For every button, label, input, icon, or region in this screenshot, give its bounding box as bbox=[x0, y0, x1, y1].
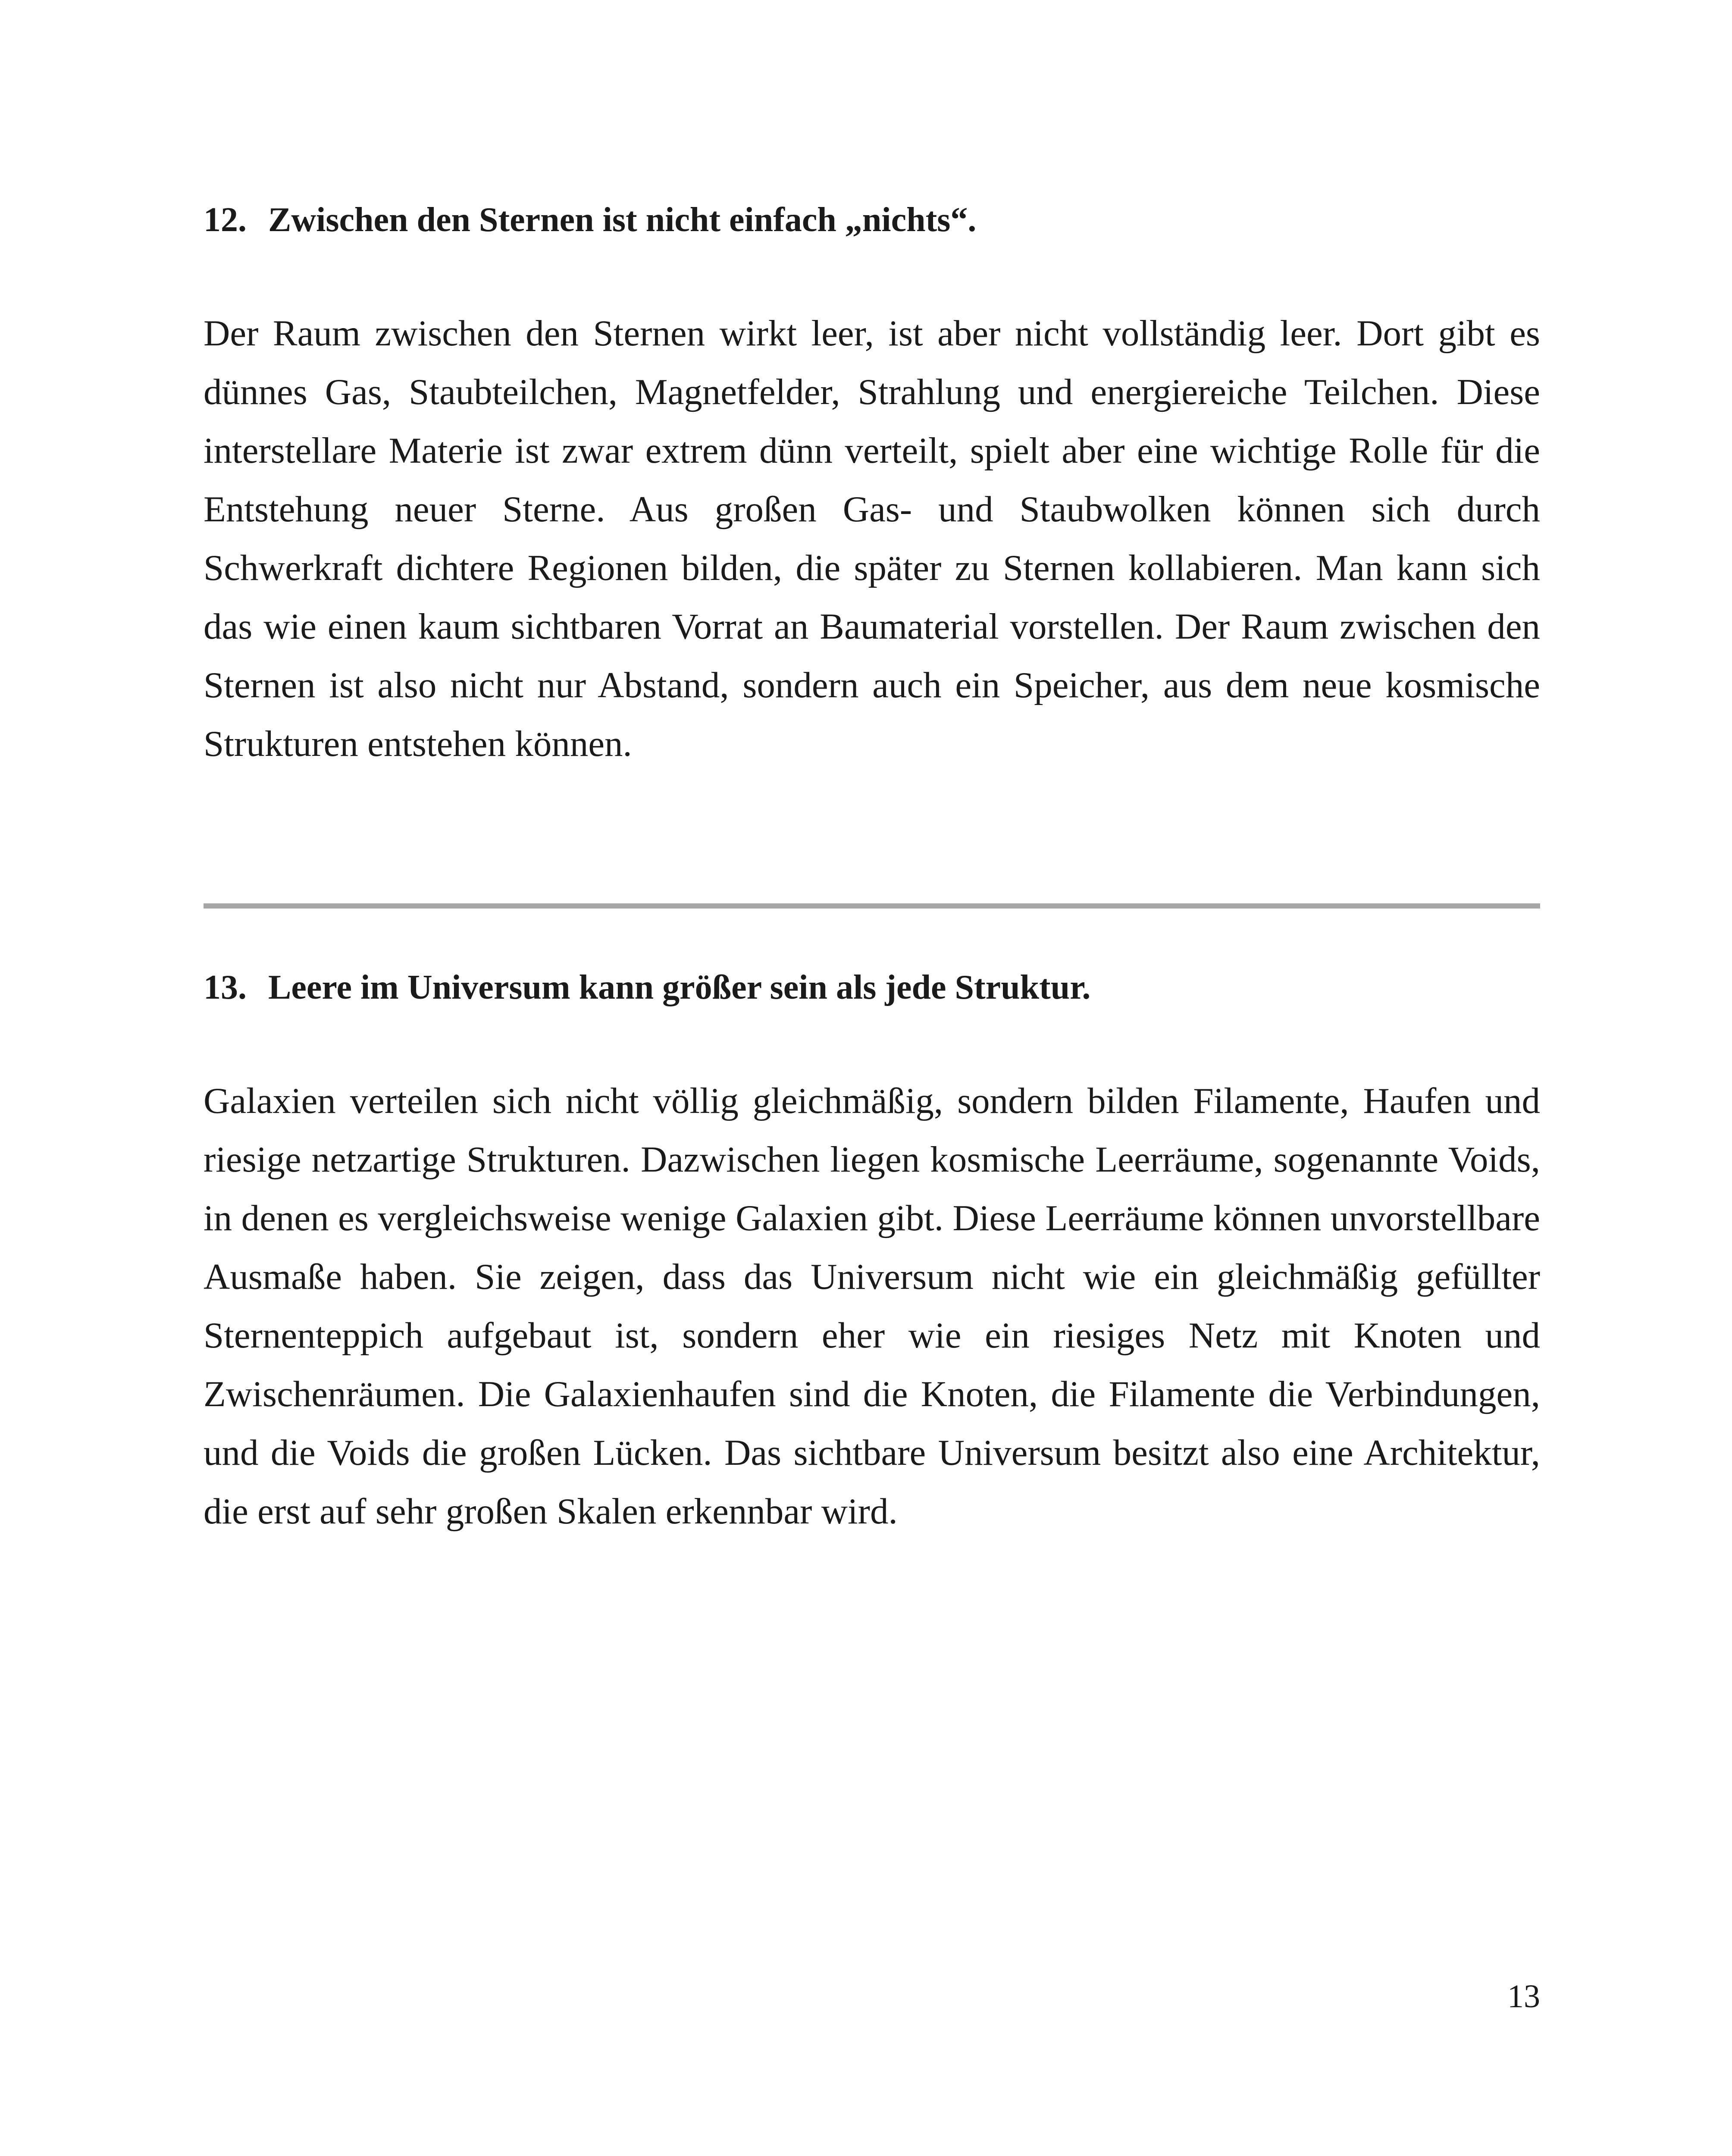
section-title: Zwischen den Sternen ist nicht einfach „nichts“. bbox=[268, 201, 977, 239]
section-title: Leere im Universum kann größer sein als jede Struktur. bbox=[268, 968, 1091, 1006]
section-13 bbox=[204, 964, 1540, 1541]
page-number: 13 bbox=[1507, 1978, 1540, 2015]
section-paragraph: Der Raum zwischen den Sternen wirkt leer, ist aber nicht vollständig leer. Dort gibt es dünnes Gas, Staubteilchen, Magnetfelder, Strahlung und energiereiche Teilchen. Diese interstellare Materie ist zwar extrem dünn verteilt, spielt aber eine wichtige Rolle für die Entstehung neuer Sterne. Aus großen Gas- und Staubwolken können sich durch Schwerkraft dichtere Regionen bilden, die später zu Sternen kollabieren. Man kann sich das wie einen kaum sichtbaren Vorrat an Baumaterial vorstellen. Der Raum zwischen den Sternen ist also nicht nur Abstand, sondern auch ein Speicher, aus dem neue kosmische Strukturen entstehen können. bbox=[204, 313, 1540, 764]
section-divider bbox=[204, 903, 1540, 909]
section-paragraph: Galaxien verteilen sich nicht völlig gleichmäßig, sondern bilden Filamente, Haufen und riesige netzartige Strukturen. Dazwischen liegen kosmische Leerräume, sogenannte Voids, in denen es vergleichsweise wenige Galaxien gibt. Diese Leerräume können unvorstellbare Ausmaße haben. Sie zeigen, dass das Universum nicht wie ein gleichmäßig gefüllter Sternenteppich aufgebaut ist, sondern eher wie ein riesiges Netz mit Knoten und Zwischenräumen. Die Galaxienhaufen sind die Knoten, die Filamente die Verbindungen, und die Voids die großen Lücken. Das sichtbare Universum besitzt also eine Architektur, die erst auf sehr großen Skalen erkennbar wird. bbox=[204, 1081, 1540, 1532]
section-heading bbox=[204, 964, 1540, 1011]
section-12 bbox=[204, 196, 1540, 773]
section-number: 13. bbox=[204, 968, 247, 1006]
section-heading bbox=[204, 196, 1540, 244]
section-number: 12. bbox=[204, 201, 247, 239]
